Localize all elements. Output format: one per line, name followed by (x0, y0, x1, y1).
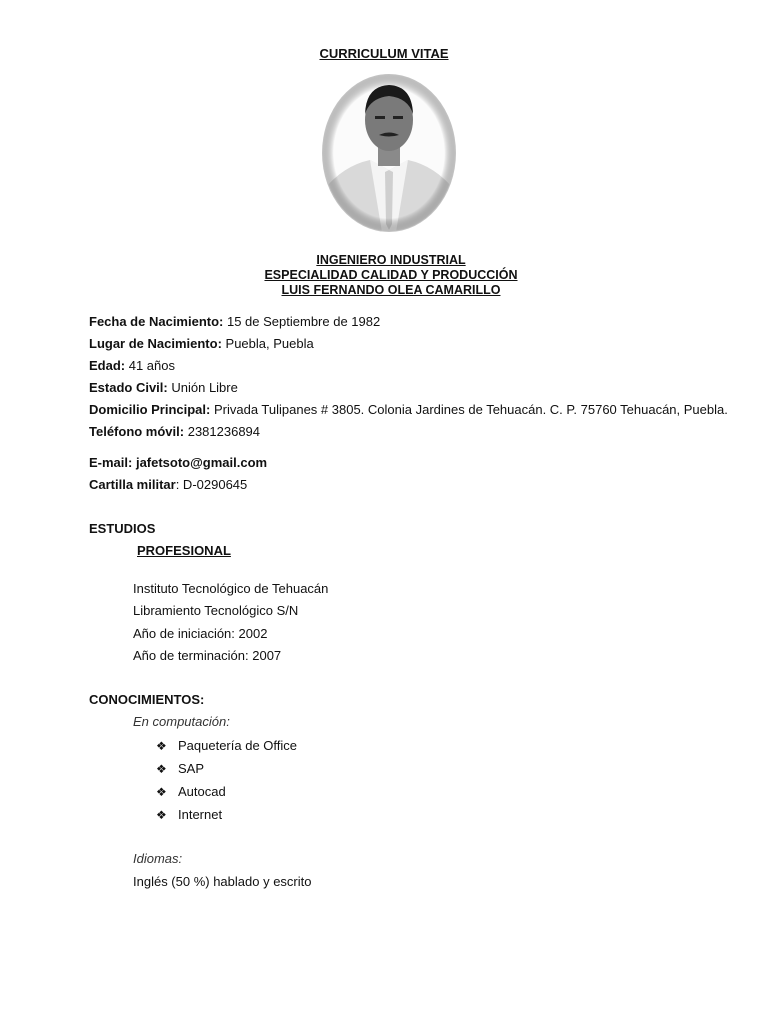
study-line: Año de iniciación: 2002 (133, 626, 268, 641)
personal-info (89, 313, 749, 445)
document-title: CURRICULUM VITAE (319, 46, 449, 61)
age-row: Edad: 41 años (89, 358, 175, 373)
email-row: E-mail: jafetsoto@gmail.com (89, 455, 268, 470)
list-item: ❖ Internet (156, 807, 223, 822)
birthplace-row: Lugar de Nacimiento: Puebla, Puebla (89, 336, 314, 351)
diamond-bullet-icon: ❖ (156, 785, 167, 799)
computing-list (156, 737, 297, 829)
diamond-bullet-icon: ❖ (156, 739, 167, 753)
specialty-title: ESPECIALIDAD CALIDAD Y PRODUCCIÓN (264, 268, 518, 282)
professional-subheading: PROFESIONAL (137, 543, 231, 558)
profession-title: INGENIERO INDUSTRIAL (316, 253, 466, 267)
phone-row: Teléfono móvil: 2381236894 (89, 424, 261, 439)
list-item: ❖ Autocad (156, 784, 226, 799)
headline-block (0, 253, 768, 298)
contact-info (89, 454, 267, 498)
list-item: ❖ Paquetería de Office (156, 738, 298, 753)
languages-label: Idiomas: (133, 851, 183, 866)
study-line: Libramiento Tecnológico S/N (133, 603, 299, 618)
military-row: Cartilla militar: D-0290645 (89, 477, 248, 492)
computing-label: En computación: (133, 714, 230, 729)
civil-status-row: Estado Civil: Unión Libre (89, 380, 238, 395)
study-line: Instituto Tecnológico de Tehuacán (133, 581, 329, 596)
list-item: ❖ SAP (156, 761, 205, 776)
diamond-bullet-icon: ❖ (156, 762, 167, 776)
address-row: Domicilio Principal: Privada Tulipanes # 3805. Colonia Jardines de Tehuacán. C. P. 75760 Tehuacán, Puebla. (89, 402, 728, 417)
diamond-bullet-icon: ❖ (156, 808, 167, 822)
full-name: LUIS FERNANDO OLEA CAMARILLO (281, 283, 501, 297)
study-line: Año de terminación: 2007 (133, 648, 282, 663)
studies-heading: ESTUDIOS (89, 521, 156, 536)
languages-value: Inglés (50 %) hablado y escrito (133, 874, 312, 889)
skills-heading: CONOCIMIENTOS: (89, 692, 205, 707)
portrait-photo (322, 74, 456, 232)
birthdate-row: Fecha de Nacimiento: 15 de Septiembre de 1982 (89, 314, 381, 329)
